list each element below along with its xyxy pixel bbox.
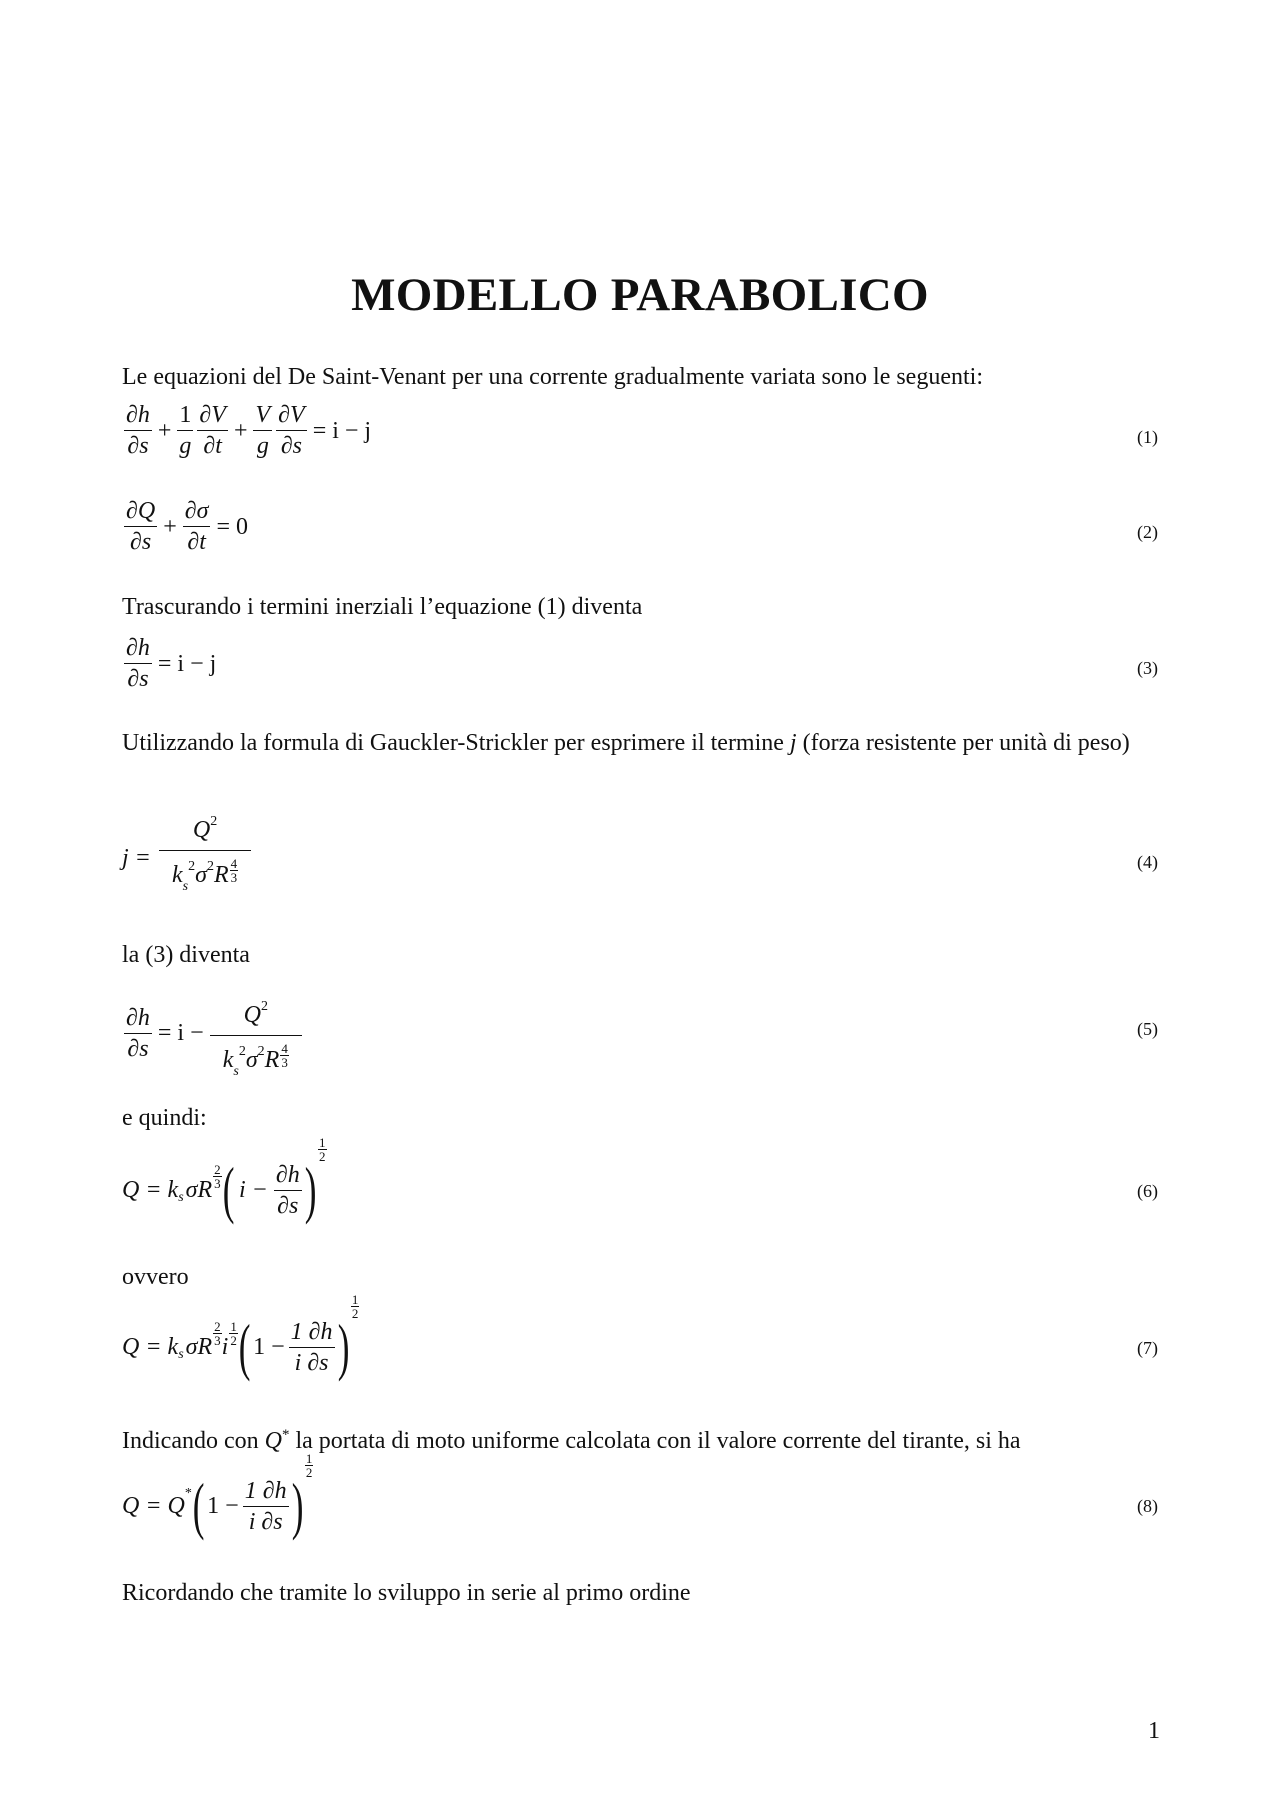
denominator [170,851,240,898]
symbol-sigma-r: σR [185,1177,213,1203]
exp-denominator: 3 [230,870,238,885]
numerator: ∂h [124,636,152,664]
numerator: ∂h [124,1006,152,1034]
text: la portata di moto uniforme calcolata con il valore corrente del tirante, si ha [289,1428,1021,1454]
symbol-sigma-r: σR [185,1334,213,1360]
fraction [124,499,157,554]
exponent: 2 [188,859,196,874]
fraction [253,403,272,458]
symbol-sigma: σ [245,1047,258,1073]
fraction [183,499,211,554]
fraction [197,403,228,458]
numerator: 1 [177,403,193,431]
equation-number-6: (6) [1137,1181,1158,1201]
right-hand-side: = 0 [216,513,248,540]
equation-8 [122,1451,313,1541]
numerator: ∂V [276,403,307,431]
exp-denominator: 2 [319,1149,326,1164]
exponent: 2 [260,999,268,1014]
paragraph-ovvero: ovvero [122,1264,189,1290]
denominator: i ∂s [294,1349,329,1376]
symbol-k: k [171,862,183,888]
exp-numerator: 2 [214,1161,221,1177]
numerator [210,999,302,1036]
one-minus: 1 − [207,1493,239,1519]
numerator [159,814,251,851]
exp-denominator: 2 [351,1306,359,1321]
equation-number-4: (4) [1137,852,1158,872]
symbol-q: Q [192,817,211,843]
numerator: V [253,403,272,431]
equation-5 [122,983,304,1083]
operator: + [163,513,177,540]
denominator: g [256,433,269,459]
fraction-exponent [351,1293,360,1320]
equation-7 [122,1292,359,1382]
denominator: ∂t [203,433,222,459]
denominator: ∂s [277,1192,299,1219]
fraction-exponent [318,1136,327,1163]
left-paren: ( [222,1154,235,1225]
symbol-q: Q [243,1002,261,1028]
exp-denominator: 2 [230,1332,237,1348]
denominator [221,1036,291,1083]
fraction [289,1320,335,1375]
page-title: MODELLO PARABOLICO [351,269,929,321]
symbol-i: i [221,1334,229,1360]
exp-numerator: 4 [281,1041,288,1056]
equation-number-3: (3) [1137,658,1158,678]
fraction [124,403,152,458]
superscript-star: * [184,1486,192,1501]
text: Utilizzando la formula di Gauckler-Strickler per esprimere il termine [122,730,790,756]
paragraph-ricordando: Ricordando che tramite lo sviluppo in serie al primo ordine [122,1580,691,1606]
exp-denominator: 3 [214,1332,221,1348]
text: Indicando con [122,1428,265,1454]
equation-number-1: (1) [1137,427,1158,447]
symbol-i-minus: i − [238,1177,268,1203]
paragraph-la3: la (3) diventa [122,942,250,968]
right-paren: ) [291,1470,304,1541]
subscript: s [178,1190,184,1205]
fraction [243,1479,289,1534]
exp-numerator: 2 [214,1318,221,1334]
equation-1 [122,403,375,458]
denominator: ∂s [127,666,149,692]
fraction-exponent [213,1163,222,1190]
operator: + [157,417,172,444]
paragraph-indicando [122,1413,1162,1463]
denominator: ∂s [280,433,303,459]
equation-3 [122,636,220,691]
exp-numerator: 1 [305,1451,313,1466]
exp-denominator: 3 [214,1175,221,1191]
fraction-exponent [305,1452,314,1479]
fraction [159,814,251,898]
fraction-exponent [280,1042,289,1069]
subscript: s [178,1347,184,1362]
paragraph-equindi: e quindi: [122,1105,207,1131]
fraction-exponent [213,1320,222,1347]
superscript-star: * [281,1427,290,1443]
fraction [177,403,193,458]
denominator: ∂s [130,529,152,555]
exp-denominator: 2 [305,1465,313,1480]
page-number: 1 [1148,1718,1160,1744]
denominator: ∂t [187,529,206,555]
subscript: s [233,1064,239,1079]
symbol-q: Q [264,1428,282,1454]
left-paren: ( [192,1470,205,1541]
denominator: i ∂s [248,1508,283,1535]
numerator: ∂Q [124,499,157,527]
exponent: 2 [238,1044,246,1059]
left-paren: ( [238,1311,251,1382]
operator: = i − [157,1020,204,1046]
equation-number-5: (5) [1137,1019,1158,1039]
fraction-exponent [229,1320,238,1347]
denominator: ∂s [127,433,149,459]
one-minus: 1 − [253,1334,285,1360]
numerator: ∂V [197,403,228,431]
subscript: s [182,879,189,894]
equation-number-2: (2) [1137,522,1158,542]
numerator: ∂h [274,1163,302,1191]
numerator: ∂h [124,403,152,431]
numerator: ∂σ [183,499,211,527]
right-hand-side: = i − j [157,650,217,677]
text: (forza resistente per unità di peso) [796,730,1130,756]
paragraph-inertial: Trascurando i termini inerziali l’equazione (1) diventa [122,594,643,620]
equation-4 [122,814,253,898]
fraction [210,999,302,1083]
paragraph-gauckler [122,721,1162,765]
equation-number-7: (7) [1137,1338,1158,1358]
operator: + [233,417,248,444]
exp-numerator: 1 [319,1135,326,1150]
exp-numerator: 1 [230,1318,237,1334]
numerator: 1 ∂h [243,1479,289,1507]
exp-numerator: 1 [351,1292,359,1307]
lhs: Q = k [122,1334,179,1360]
right-hand-side: = i − j [312,417,372,444]
fraction [276,403,307,458]
fraction [124,636,152,691]
symbol-j: j [789,730,797,756]
paragraph-intro: Le equazioni del De Saint-Venant per una corrente gradualmente variata sono le seguenti: [122,364,983,390]
exponent: 2 [210,814,218,829]
denominator: ∂s [127,1035,149,1062]
exponent: 2 [206,859,214,874]
equation-2 [122,499,252,554]
fraction [274,1163,302,1218]
exponent: 2 [257,1044,265,1059]
equation-number-8: (8) [1137,1496,1158,1516]
numerator: 1 ∂h [289,1320,335,1348]
fraction [124,1006,152,1061]
lhs: Q = k [122,1177,179,1203]
denominator: g [179,433,192,459]
lhs: j = [122,845,151,871]
equation-6 [122,1135,327,1225]
symbol-sigma: σ [195,862,207,888]
fraction-exponent [230,857,239,884]
exp-denominator: 3 [281,1055,288,1070]
exp-numerator: 4 [230,856,238,871]
symbol-r: R [213,862,229,888]
symbol-r: R [264,1047,280,1073]
right-paren: ) [304,1154,317,1225]
lhs: Q = Q [122,1493,185,1519]
right-paren: ) [337,1311,350,1382]
symbol-k: k [222,1047,234,1073]
